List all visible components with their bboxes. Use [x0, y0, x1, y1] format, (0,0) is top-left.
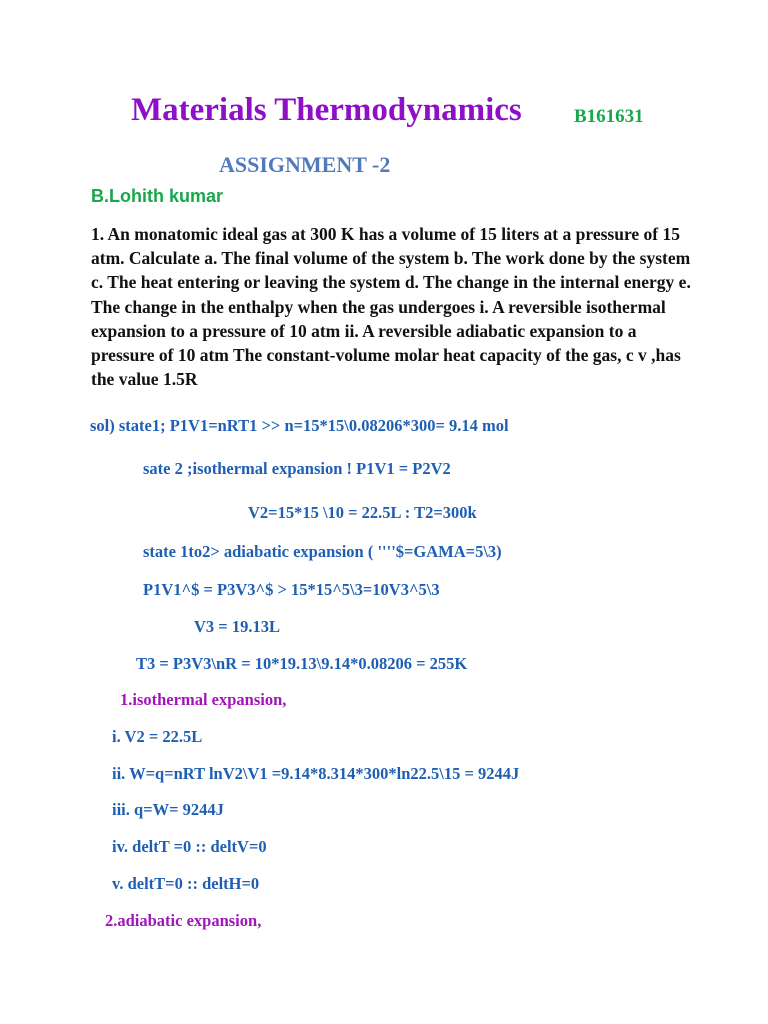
solution-line-1: sol) state1; P1V1=nRT1 >> n=15*15\0.08206*300= 9.14 mol — [90, 416, 509, 435]
answer-item-ii: ii. W=q=nRT lnV2\V1 =9.14*8.314*300*ln22.5\15 = 9244J — [112, 764, 520, 783]
solution-line-3: V2=15*15 \10 = 22.5L : T2=300k — [248, 503, 477, 522]
question-text: 1. An monatomic ideal gas at 300 K has a volume of 15 liters at a pressure of 15 atm. Calculate a. The final volume of the system b. The work done by the system c. The heat entering or leaving the system d. The change in the internal energy e. The change in the enthalpy when the gas undergoes i. A reversible isothermal expansion to a pressure of 10 atm ii. A reversible adiabatic expansion to a pressure of 10 atm The constant-volume molar heat capacity of the gas, c v ,has the value 1.5R — [91, 224, 691, 390]
solution-line-5: P1V1^$ = P3V3^$ > 15*15^5\3=10V3^5\3 — [143, 580, 440, 599]
author-name: B.Lohith kumar — [91, 186, 224, 206]
student-id: B161631 — [574, 106, 644, 127]
section-isothermal: 1.isothermal expansion, — [120, 690, 287, 709]
answer-item-i: i. V2 = 22.5L — [112, 727, 203, 746]
assignment-heading: ASSIGNMENT -2 — [219, 152, 391, 177]
solution-line-6: V3 = 19.13L — [194, 617, 280, 636]
section-adiabatic: 2.adiabatic expansion, — [105, 911, 262, 930]
solution-line-2: sate 2 ;isothermal expansion ! P1V1 = P2V2 — [143, 459, 451, 478]
page-title: Materials Thermodynamics — [131, 92, 522, 128]
solution-line-7: T3 = P3V3\nR = 10*19.13\9.14*0.08206 = 255K — [136, 654, 468, 673]
solution-line-4: state 1to2> adiabatic expansion ( ''''$=GAMA=5\3) — [143, 542, 502, 561]
answer-item-v: v. deltT=0 :: deltH=0 — [112, 874, 260, 893]
answer-item-iv: iv. deltT =0 :: deltV=0 — [112, 837, 267, 856]
answer-item-iii: iii. q=W= 9244J — [112, 800, 224, 819]
